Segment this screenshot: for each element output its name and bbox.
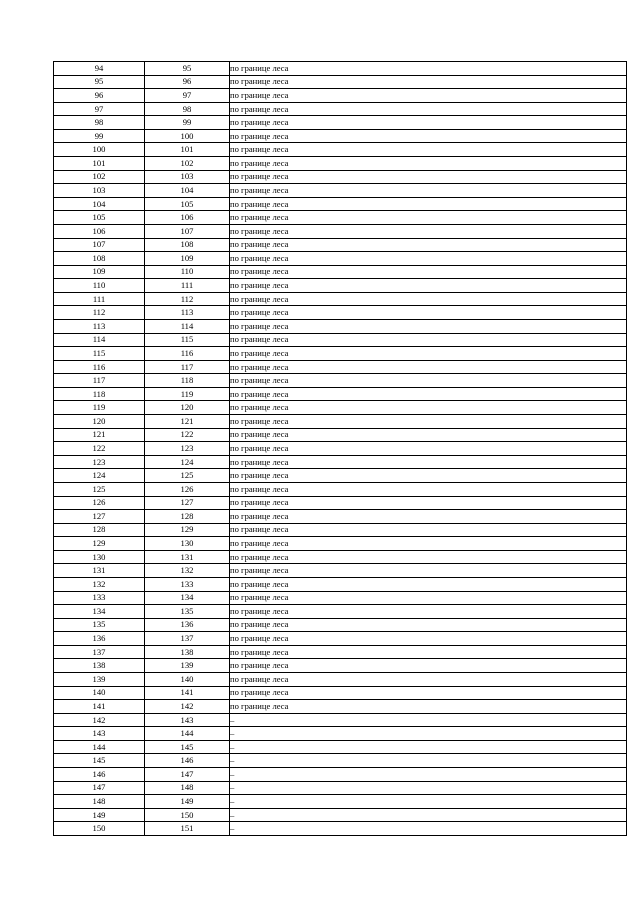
boundary-description-cell: по границе леса [230,197,627,211]
table-row [54,550,627,564]
to-point-cell: 116 [145,347,230,361]
boundary-description-cell: по границе леса [230,224,627,238]
to-point-cell: 106 [145,211,230,225]
table-row [54,564,627,578]
to-point-cell: 114 [145,319,230,333]
boundary-description-cell: по границе леса [230,686,627,700]
to-point-cell: 140 [145,673,230,687]
from-point-cell: 114 [54,333,145,347]
from-point-cell: 112 [54,306,145,320]
to-point-cell: 143 [145,713,230,727]
table-row [54,496,627,510]
table-row [54,740,627,754]
boundary-description-cell: – [230,822,627,836]
table-row [54,184,627,198]
table-row [54,645,627,659]
to-point-cell: 119 [145,387,230,401]
boundary-description-cell: по границе леса [230,102,627,116]
from-point-cell: 109 [54,265,145,279]
boundary-description-cell: по границе леса [230,387,627,401]
table-row [54,510,627,524]
boundary-description-cell: – [230,768,627,782]
to-point-cell: 139 [145,659,230,673]
from-point-cell: 102 [54,170,145,184]
to-point-cell: 141 [145,686,230,700]
to-point-cell: 104 [145,184,230,198]
table-row [54,700,627,714]
table-row [54,292,627,306]
from-point-cell: 141 [54,700,145,714]
table-row [54,795,627,809]
table-row [54,360,627,374]
boundary-description-cell: по границе леса [230,618,627,632]
boundary-description-cell: по границе леса [230,333,627,347]
to-point-cell: 105 [145,197,230,211]
to-point-cell: 110 [145,265,230,279]
table-row [54,238,627,252]
to-point-cell: 146 [145,754,230,768]
from-point-cell: 134 [54,605,145,619]
table-row [54,102,627,116]
from-point-cell: 117 [54,374,145,388]
table-row [54,482,627,496]
to-point-cell: 115 [145,333,230,347]
table-row [54,632,627,646]
boundary-description-cell: по границе леса [230,292,627,306]
table-row [54,279,627,293]
table-row [54,808,627,822]
table-row [54,523,627,537]
table-row [54,333,627,347]
from-point-cell: 107 [54,238,145,252]
boundary-description-cell: – [230,740,627,754]
boundary-description-cell: по границе леса [230,238,627,252]
from-point-cell: 122 [54,442,145,456]
from-point-cell: 125 [54,482,145,496]
from-point-cell: 138 [54,659,145,673]
from-point-cell: 147 [54,781,145,795]
boundary-description-cell: по границе леса [230,89,627,103]
boundary-description-cell: по границе леса [230,279,627,293]
to-point-cell: 132 [145,564,230,578]
to-point-cell: 117 [145,360,230,374]
from-point-cell: 99 [54,129,145,143]
from-point-cell: 126 [54,496,145,510]
from-point-cell: 101 [54,157,145,171]
from-point-cell: 108 [54,252,145,266]
table-row [54,618,627,632]
boundary-description-cell: по границе леса [230,442,627,456]
boundary-description-cell: по границе леса [230,170,627,184]
from-point-cell: 110 [54,279,145,293]
from-point-cell: 127 [54,510,145,524]
from-point-cell: 113 [54,319,145,333]
from-point-cell: 123 [54,455,145,469]
table-row [54,347,627,361]
boundary-description-cell: по границе леса [230,116,627,130]
table-row [54,143,627,157]
table-row [54,659,627,673]
boundary-description-cell: – [230,754,627,768]
table-body [54,62,627,836]
to-point-cell: 131 [145,550,230,564]
boundary-description-cell: по границе леса [230,428,627,442]
boundary-points-table [53,61,627,836]
from-point-cell: 97 [54,102,145,116]
to-point-cell: 100 [145,129,230,143]
table-row [54,415,627,429]
boundary-description-cell: по границе леса [230,143,627,157]
boundary-description-cell: по границе леса [230,577,627,591]
from-point-cell: 136 [54,632,145,646]
from-point-cell: 129 [54,537,145,551]
boundary-description-cell: по границе леса [230,510,627,524]
table-row [54,401,627,415]
to-point-cell: 113 [145,306,230,320]
table-row [54,537,627,551]
boundary-description-cell: по границе леса [230,591,627,605]
to-point-cell: 118 [145,374,230,388]
to-point-cell: 130 [145,537,230,551]
table-row [54,442,627,456]
to-point-cell: 125 [145,469,230,483]
boundary-description-cell: по границе леса [230,265,627,279]
boundary-description-cell: по границе леса [230,374,627,388]
from-point-cell: 116 [54,360,145,374]
boundary-description-cell: по границе леса [230,659,627,673]
boundary-description-cell: – [230,727,627,741]
to-point-cell: 145 [145,740,230,754]
boundary-description-cell: – [230,795,627,809]
table-row [54,577,627,591]
from-point-cell: 144 [54,740,145,754]
boundary-description-cell: по границе леса [230,211,627,225]
table-row [54,469,627,483]
to-point-cell: 97 [145,89,230,103]
from-point-cell: 146 [54,768,145,782]
table-row [54,374,627,388]
from-point-cell: 111 [54,292,145,306]
to-point-cell: 137 [145,632,230,646]
table-row [54,211,627,225]
to-point-cell: 120 [145,401,230,415]
table-row [54,591,627,605]
table-row [54,822,627,836]
boundary-description-cell: по границе леса [230,537,627,551]
from-point-cell: 121 [54,428,145,442]
to-point-cell: 98 [145,102,230,116]
boundary-description-cell: по границе леса [230,632,627,646]
boundary-description-cell: по границе леса [230,184,627,198]
to-point-cell: 123 [145,442,230,456]
boundary-description-cell: по границе леса [230,129,627,143]
to-point-cell: 138 [145,645,230,659]
from-point-cell: 104 [54,197,145,211]
to-point-cell: 96 [145,75,230,89]
from-point-cell: 130 [54,550,145,564]
table-row [54,197,627,211]
from-point-cell: 100 [54,143,145,157]
boundary-description-cell: по границе леса [230,62,627,76]
boundary-description-cell: по границе леса [230,523,627,537]
boundary-description-cell: по границе леса [230,306,627,320]
to-point-cell: 102 [145,157,230,171]
from-point-cell: 145 [54,754,145,768]
from-point-cell: 143 [54,727,145,741]
to-point-cell: 107 [145,224,230,238]
from-point-cell: 105 [54,211,145,225]
from-point-cell: 137 [54,645,145,659]
from-point-cell: 140 [54,686,145,700]
to-point-cell: 135 [145,605,230,619]
table-row [54,129,627,143]
table-row [54,768,627,782]
boundary-description-cell: по границе леса [230,347,627,361]
from-point-cell: 142 [54,713,145,727]
from-point-cell: 139 [54,673,145,687]
boundary-description-cell: по границе леса [230,469,627,483]
boundary-description-cell: по границе леса [230,550,627,564]
to-point-cell: 111 [145,279,230,293]
from-point-cell: 150 [54,822,145,836]
boundary-description-cell: – [230,808,627,822]
boundary-description-cell: – [230,713,627,727]
boundary-description-cell: по границе леса [230,157,627,171]
boundary-description-cell: по границе леса [230,455,627,469]
from-point-cell: 148 [54,795,145,809]
from-point-cell: 131 [54,564,145,578]
to-point-cell: 101 [145,143,230,157]
from-point-cell: 106 [54,224,145,238]
to-point-cell: 124 [145,455,230,469]
from-point-cell: 94 [54,62,145,76]
to-point-cell: 128 [145,510,230,524]
table-row [54,727,627,741]
table-row [54,116,627,130]
table-row [54,754,627,768]
to-point-cell: 108 [145,238,230,252]
table-row [54,455,627,469]
to-point-cell: 134 [145,591,230,605]
table-row [54,306,627,320]
to-point-cell: 129 [145,523,230,537]
boundary-description-cell: по границе леса [230,482,627,496]
to-point-cell: 127 [145,496,230,510]
table-row [54,673,627,687]
to-point-cell: 95 [145,62,230,76]
table-row [54,157,627,171]
table-row [54,387,627,401]
boundary-description-cell: по границе леса [230,360,627,374]
table-row [54,686,627,700]
to-point-cell: 150 [145,808,230,822]
to-point-cell: 149 [145,795,230,809]
from-point-cell: 133 [54,591,145,605]
table-row [54,428,627,442]
from-point-cell: 119 [54,401,145,415]
to-point-cell: 121 [145,415,230,429]
to-point-cell: 144 [145,727,230,741]
to-point-cell: 99 [145,116,230,130]
from-point-cell: 115 [54,347,145,361]
to-point-cell: 148 [145,781,230,795]
boundary-description-cell: по границе леса [230,673,627,687]
table-row [54,75,627,89]
to-point-cell: 122 [145,428,230,442]
from-point-cell: 95 [54,75,145,89]
from-point-cell: 128 [54,523,145,537]
to-point-cell: 147 [145,768,230,782]
to-point-cell: 126 [145,482,230,496]
boundary-description-cell: по границе леса [230,75,627,89]
table-row [54,224,627,238]
table-row [54,713,627,727]
boundary-description-cell: по границе леса [230,401,627,415]
from-point-cell: 132 [54,577,145,591]
from-point-cell: 103 [54,184,145,198]
from-point-cell: 135 [54,618,145,632]
table-row [54,265,627,279]
boundary-description-cell: по границе леса [230,415,627,429]
to-point-cell: 151 [145,822,230,836]
table-row [54,319,627,333]
from-point-cell: 124 [54,469,145,483]
table-row [54,89,627,103]
to-point-cell: 103 [145,170,230,184]
table-row [54,605,627,619]
from-point-cell: 120 [54,415,145,429]
boundary-description-cell: по границе леса [230,564,627,578]
boundary-description-cell: по границе леса [230,319,627,333]
to-point-cell: 133 [145,577,230,591]
boundary-description-cell: по границе леса [230,700,627,714]
from-point-cell: 96 [54,89,145,103]
from-point-cell: 149 [54,808,145,822]
table-row [54,170,627,184]
boundary-description-cell: по границе леса [230,496,627,510]
to-point-cell: 112 [145,292,230,306]
boundary-description-cell: по границе леса [230,645,627,659]
table-row [54,252,627,266]
boundary-description-cell: по границе леса [230,252,627,266]
to-point-cell: 109 [145,252,230,266]
boundary-description-cell: по границе леса [230,605,627,619]
from-point-cell: 98 [54,116,145,130]
table-row [54,781,627,795]
table-row [54,62,627,76]
to-point-cell: 136 [145,618,230,632]
to-point-cell: 142 [145,700,230,714]
from-point-cell: 118 [54,387,145,401]
boundary-description-cell: – [230,781,627,795]
